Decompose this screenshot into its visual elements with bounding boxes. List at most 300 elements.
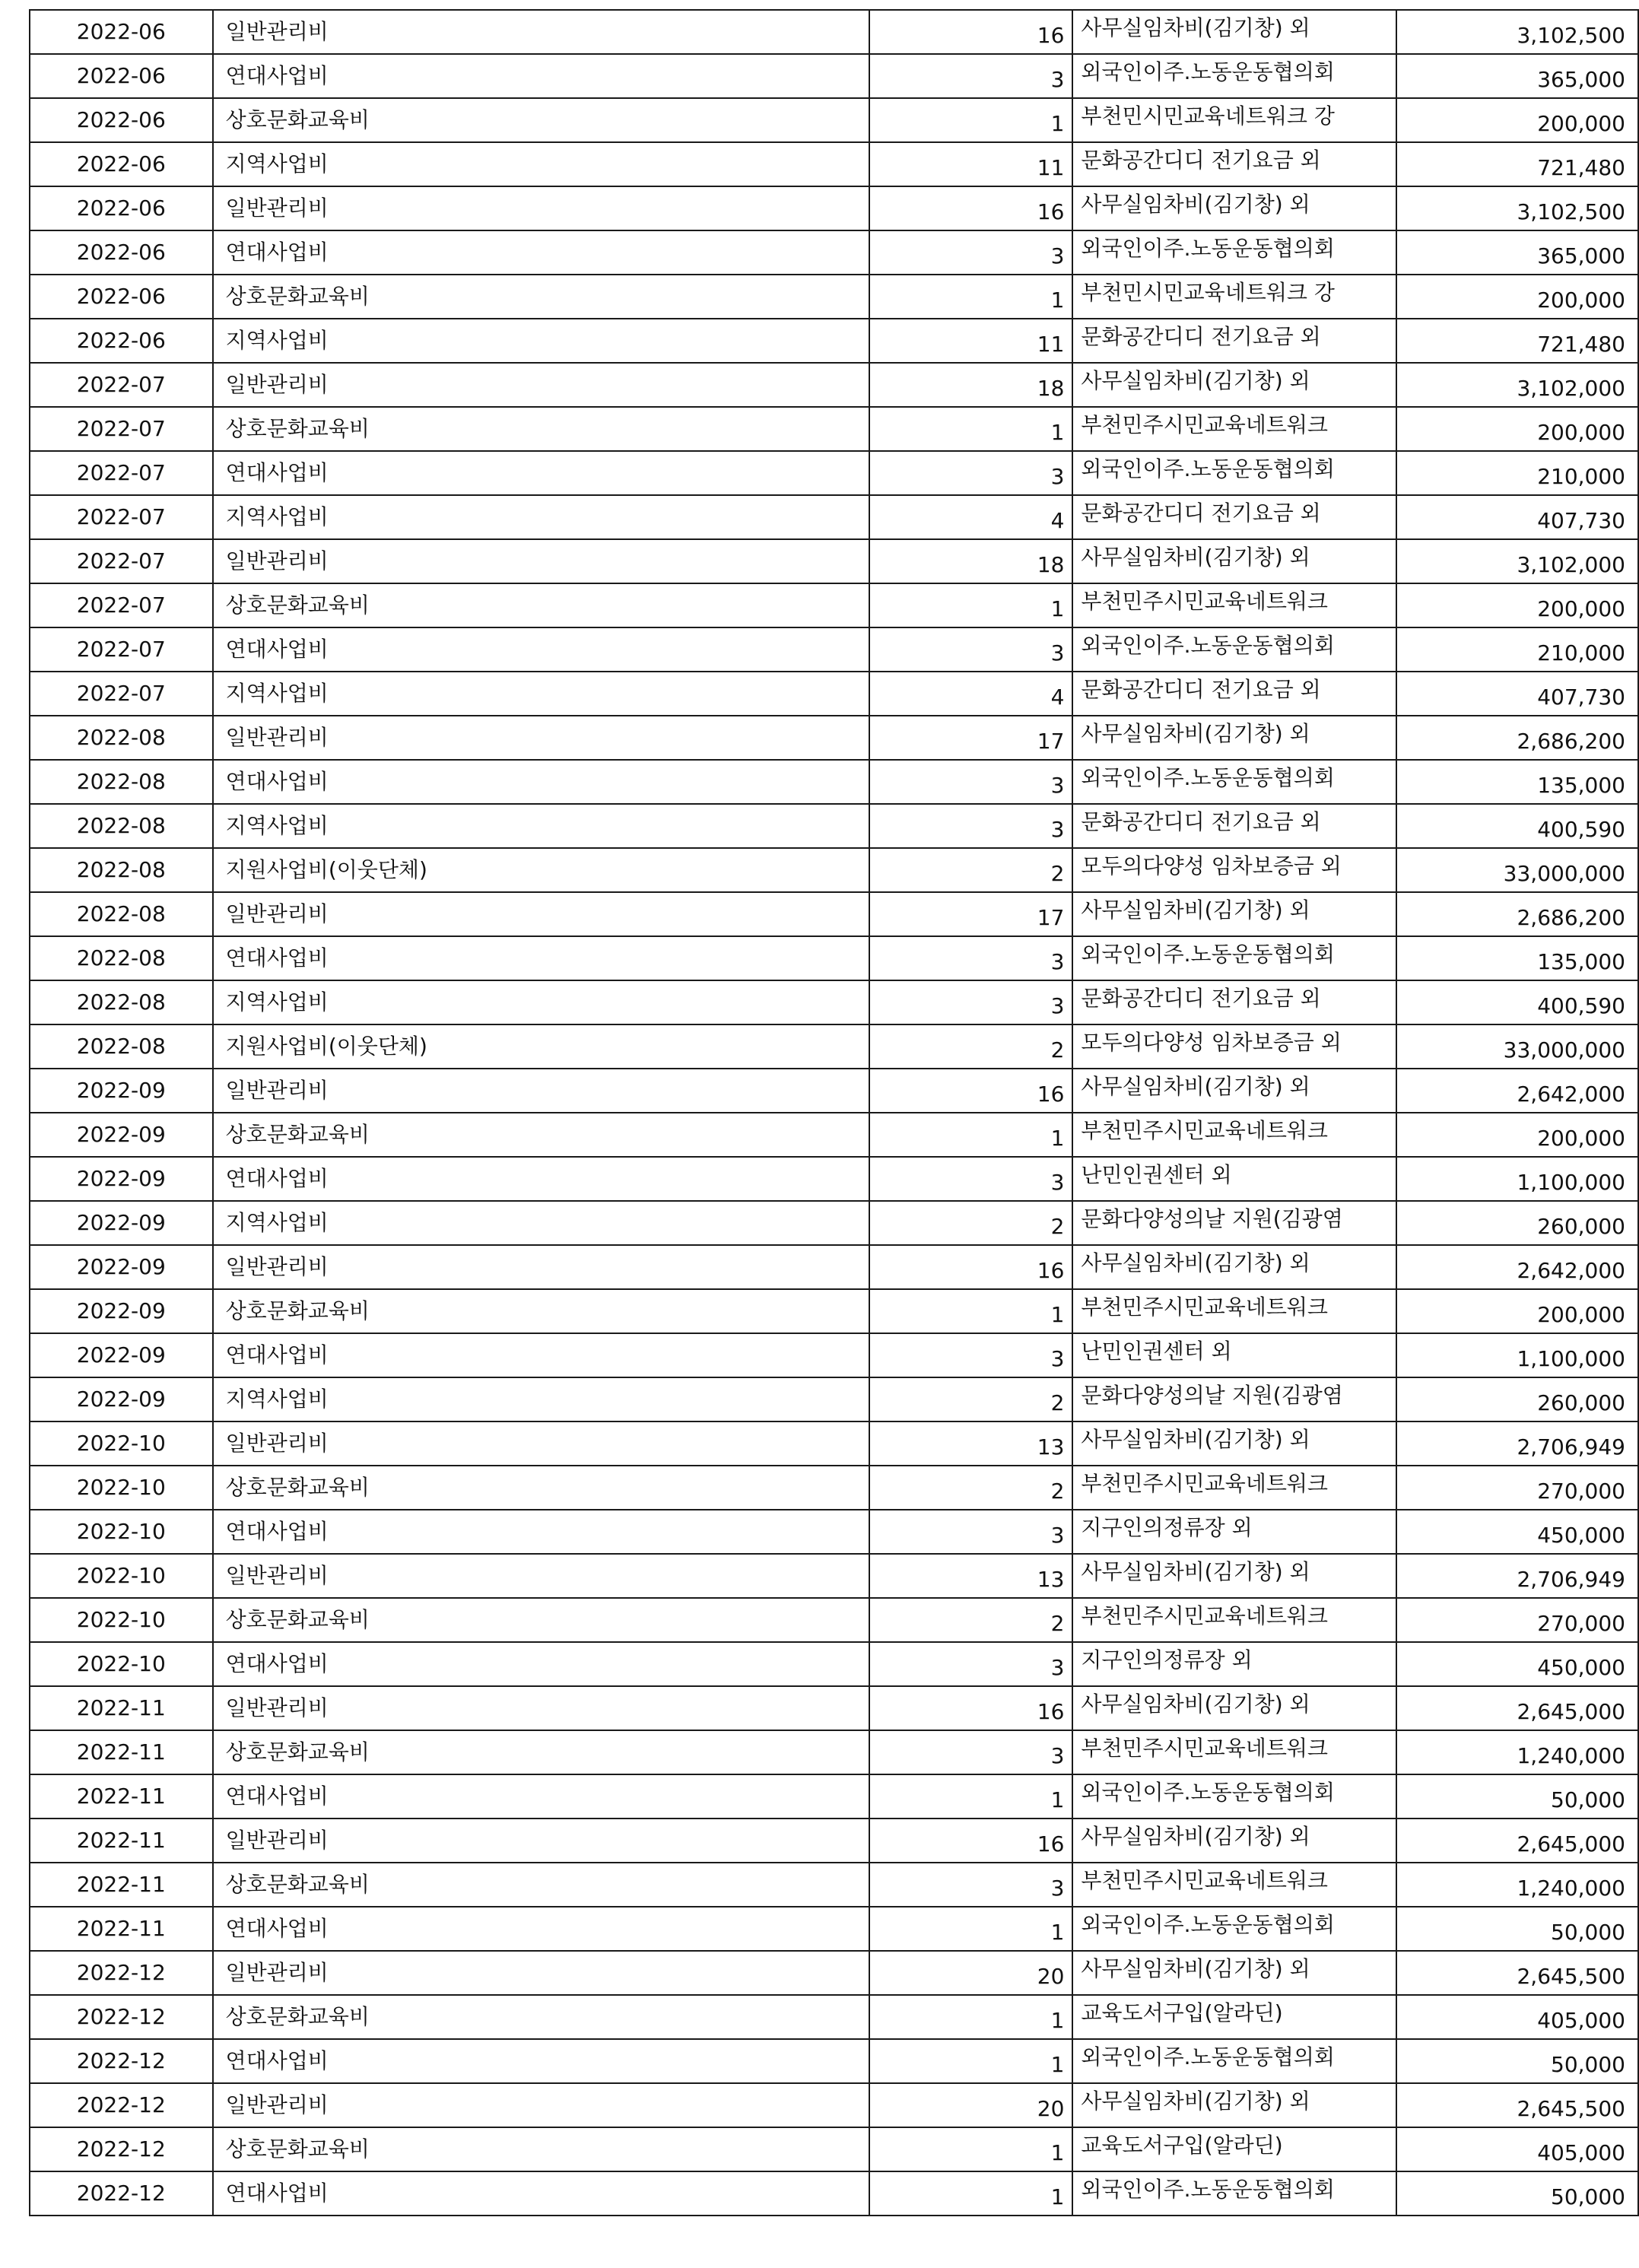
table-row [30, 627, 1638, 672]
category-cell: 일반관리비 [213, 1421, 869, 1466]
count-cell: 16 [869, 10, 1072, 54]
description-cell: 외국인이주.노동운동협의회 [1072, 2171, 1396, 2216]
count-cell: 3 [869, 760, 1072, 804]
count-cell: 1 [869, 98, 1072, 142]
count-cell: 1 [869, 1995, 1072, 2039]
table-row [30, 1421, 1638, 1466]
expense-ledger-table [29, 9, 1639, 2216]
month-cell: 2022-12 [30, 1995, 213, 2039]
category-cell: 지원사업비(이웃단체) [213, 1024, 869, 1069]
table-row [30, 2039, 1638, 2083]
month-cell: 2022-08 [30, 804, 213, 848]
table-row [30, 363, 1638, 407]
month-cell: 2022-09 [30, 1333, 213, 1377]
table-row [30, 1995, 1638, 2039]
category-cell: 일반관리비 [213, 10, 869, 54]
month-cell: 2022-10 [30, 1510, 213, 1554]
month-cell: 2022-07 [30, 495, 213, 539]
table-row [30, 1730, 1638, 1774]
table-row [30, 2171, 1638, 2216]
table-row [30, 1333, 1638, 1377]
amount-cell: 260,000 [1396, 1377, 1638, 1421]
category-cell: 일반관리비 [213, 1245, 869, 1289]
table-row [30, 1289, 1638, 1333]
amount-cell: 33,000,000 [1396, 848, 1638, 892]
table-row [30, 980, 1638, 1024]
description-cell: 지구인의정류장 외 [1072, 1642, 1396, 1686]
month-cell: 2022-11 [30, 1774, 213, 1819]
description-cell: 지구인의정류장 외 [1072, 1510, 1396, 1554]
count-cell: 3 [869, 804, 1072, 848]
month-cell: 2022-12 [30, 1951, 213, 1995]
category-cell: 연대사업비 [213, 1510, 869, 1554]
table-row [30, 2127, 1638, 2171]
table-row [30, 1510, 1638, 1554]
month-cell: 2022-11 [30, 1819, 213, 1863]
amount-cell: 135,000 [1396, 936, 1638, 980]
table-row [30, 1157, 1638, 1201]
amount-cell: 400,590 [1396, 804, 1638, 848]
count-cell: 3 [869, 230, 1072, 275]
description-cell: 사무실임차비(김기창) 외 [1072, 2083, 1396, 2127]
amount-cell: 50,000 [1396, 1907, 1638, 1951]
description-cell: 사무실임차비(김기창) 외 [1072, 10, 1396, 54]
category-cell: 연대사업비 [213, 1333, 869, 1377]
category-cell: 일반관리비 [213, 892, 869, 936]
table-row [30, 583, 1638, 627]
month-cell: 2022-08 [30, 892, 213, 936]
category-cell: 일반관리비 [213, 363, 869, 407]
month-cell: 2022-09 [30, 1377, 213, 1421]
amount-cell: 210,000 [1396, 627, 1638, 672]
month-cell: 2022-07 [30, 672, 213, 716]
category-cell: 일반관리비 [213, 1554, 869, 1598]
month-cell: 2022-10 [30, 1642, 213, 1686]
month-cell: 2022-06 [30, 10, 213, 54]
table-row [30, 275, 1638, 319]
amount-cell: 50,000 [1396, 2171, 1638, 2216]
amount-cell: 407,730 [1396, 672, 1638, 716]
count-cell: 3 [869, 1863, 1072, 1907]
count-cell: 16 [869, 1069, 1072, 1113]
description-cell: 난민인권센터 외 [1072, 1333, 1396, 1377]
category-cell: 일반관리비 [213, 1686, 869, 1730]
category-cell: 일반관리비 [213, 716, 869, 760]
month-cell: 2022-06 [30, 142, 213, 186]
table-row [30, 1024, 1638, 1069]
category-cell: 상호문화교육비 [213, 1863, 869, 1907]
month-cell: 2022-07 [30, 583, 213, 627]
count-cell: 3 [869, 1642, 1072, 1686]
count-cell: 17 [869, 892, 1072, 936]
month-cell: 2022-10 [30, 1466, 213, 1510]
table-row [30, 495, 1638, 539]
category-cell: 일반관리비 [213, 186, 869, 230]
count-cell: 2 [869, 1377, 1072, 1421]
description-cell: 사무실임차비(김기창) 외 [1072, 1245, 1396, 1289]
amount-cell: 400,590 [1396, 980, 1638, 1024]
amount-cell: 200,000 [1396, 407, 1638, 451]
amount-cell: 3,102,500 [1396, 10, 1638, 54]
amount-cell: 1,100,000 [1396, 1333, 1638, 1377]
description-cell: 문화다양성의날 지원(김광염 [1072, 1201, 1396, 1245]
table-row [30, 230, 1638, 275]
count-cell: 4 [869, 672, 1072, 716]
count-cell: 2 [869, 1466, 1072, 1510]
count-cell: 16 [869, 186, 1072, 230]
count-cell: 16 [869, 1686, 1072, 1730]
category-cell: 연대사업비 [213, 1157, 869, 1201]
count-cell: 3 [869, 980, 1072, 1024]
count-cell: 2 [869, 848, 1072, 892]
month-cell: 2022-07 [30, 451, 213, 495]
description-cell: 사무실임차비(김기창) 외 [1072, 1554, 1396, 1598]
count-cell: 1 [869, 1907, 1072, 1951]
description-cell: 사무실임차비(김기창) 외 [1072, 1951, 1396, 1995]
count-cell: 1 [869, 275, 1072, 319]
category-cell: 일반관리비 [213, 1951, 869, 1995]
amount-cell: 1,100,000 [1396, 1157, 1638, 1201]
category-cell: 지역사업비 [213, 672, 869, 716]
amount-cell: 50,000 [1396, 2039, 1638, 2083]
table-row [30, 716, 1638, 760]
category-cell: 연대사업비 [213, 451, 869, 495]
description-cell: 부천민주시민교육네트워크 [1072, 1598, 1396, 1642]
month-cell: 2022-06 [30, 54, 213, 98]
month-cell: 2022-08 [30, 1024, 213, 1069]
count-cell: 3 [869, 1730, 1072, 1774]
table-row [30, 1245, 1638, 1289]
count-cell: 1 [869, 583, 1072, 627]
category-cell: 일반관리비 [213, 1069, 869, 1113]
table-row [30, 1377, 1638, 1421]
count-cell: 11 [869, 319, 1072, 363]
table-row [30, 1466, 1638, 1510]
count-cell: 16 [869, 1245, 1072, 1289]
description-cell: 사무실임차비(김기창) 외 [1072, 1069, 1396, 1113]
description-cell: 외국인이주.노동운동협의회 [1072, 451, 1396, 495]
table-row [30, 539, 1638, 583]
category-cell: 지역사업비 [213, 980, 869, 1024]
category-cell: 상호문화교육비 [213, 1995, 869, 2039]
description-cell: 외국인이주.노동운동협의회 [1072, 936, 1396, 980]
category-cell: 연대사업비 [213, 2171, 869, 2216]
category-cell: 지역사업비 [213, 1201, 869, 1245]
table-row [30, 451, 1638, 495]
count-cell: 1 [869, 2039, 1072, 2083]
category-cell: 연대사업비 [213, 1907, 869, 1951]
description-cell: 사무실임차비(김기창) 외 [1072, 1686, 1396, 1730]
category-cell: 연대사업비 [213, 2039, 869, 2083]
description-cell: 문화공간디디 전기요금 외 [1072, 495, 1396, 539]
count-cell: 17 [869, 716, 1072, 760]
month-cell: 2022-12 [30, 2171, 213, 2216]
count-cell: 1 [869, 407, 1072, 451]
table-row [30, 319, 1638, 363]
count-cell: 3 [869, 1157, 1072, 1201]
count-cell: 1 [869, 1113, 1072, 1157]
month-cell: 2022-12 [30, 2083, 213, 2127]
count-cell: 20 [869, 2083, 1072, 2127]
table-row [30, 186, 1638, 230]
category-cell: 지역사업비 [213, 1377, 869, 1421]
category-cell: 상호문화교육비 [213, 2127, 869, 2171]
amount-cell: 260,000 [1396, 1201, 1638, 1245]
category-cell: 상호문화교육비 [213, 407, 869, 451]
description-cell: 문화다양성의날 지원(김광염 [1072, 1377, 1396, 1421]
table-row [30, 760, 1638, 804]
description-cell: 사무실임차비(김기창) 외 [1072, 716, 1396, 760]
amount-cell: 2,642,000 [1396, 1069, 1638, 1113]
description-cell: 부천민시민교육네트워크 강 [1072, 275, 1396, 319]
category-cell: 연대사업비 [213, 936, 869, 980]
table-row [30, 1907, 1638, 1951]
count-cell: 2 [869, 1024, 1072, 1069]
count-cell: 13 [869, 1421, 1072, 1466]
amount-cell: 721,480 [1396, 319, 1638, 363]
description-cell: 외국인이주.노동운동협의회 [1072, 760, 1396, 804]
count-cell: 13 [869, 1554, 1072, 1598]
count-cell: 11 [869, 142, 1072, 186]
amount-cell: 2,706,949 [1396, 1421, 1638, 1466]
count-cell: 3 [869, 1510, 1072, 1554]
count-cell: 1 [869, 1289, 1072, 1333]
count-cell: 2 [869, 1598, 1072, 1642]
month-cell: 2022-09 [30, 1201, 213, 1245]
description-cell: 사무실임차비(김기창) 외 [1072, 539, 1396, 583]
table-row [30, 892, 1638, 936]
amount-cell: 450,000 [1396, 1510, 1638, 1554]
amount-cell: 3,102,000 [1396, 363, 1638, 407]
count-cell: 3 [869, 1333, 1072, 1377]
category-cell: 상호문화교육비 [213, 1466, 869, 1510]
description-cell: 문화공간디디 전기요금 외 [1072, 804, 1396, 848]
amount-cell: 721,480 [1396, 142, 1638, 186]
month-cell: 2022-09 [30, 1157, 213, 1201]
count-cell: 3 [869, 936, 1072, 980]
count-cell: 3 [869, 54, 1072, 98]
table-row [30, 1686, 1638, 1730]
description-cell: 부천민주시민교육네트워크 [1072, 1466, 1396, 1510]
description-cell: 부천민주시민교육네트워크 [1072, 1863, 1396, 1907]
description-cell: 교육도서구입(알라딘) [1072, 2127, 1396, 2171]
amount-cell: 1,240,000 [1396, 1863, 1638, 1907]
description-cell: 부천민주시민교육네트워크 [1072, 1113, 1396, 1157]
table-row [30, 936, 1638, 980]
month-cell: 2022-06 [30, 319, 213, 363]
description-cell: 사무실임차비(김기창) 외 [1072, 892, 1396, 936]
table-row [30, 1774, 1638, 1819]
amount-cell: 3,102,000 [1396, 539, 1638, 583]
amount-cell: 2,706,949 [1396, 1554, 1638, 1598]
month-cell: 2022-10 [30, 1421, 213, 1466]
category-cell: 지역사업비 [213, 495, 869, 539]
table-row [30, 10, 1638, 54]
month-cell: 2022-10 [30, 1554, 213, 1598]
amount-cell: 3,102,500 [1396, 186, 1638, 230]
month-cell: 2022-10 [30, 1598, 213, 1642]
month-cell: 2022-08 [30, 848, 213, 892]
table-row [30, 1598, 1638, 1642]
category-cell: 연대사업비 [213, 54, 869, 98]
amount-cell: 2,645,000 [1396, 1686, 1638, 1730]
amount-cell: 450,000 [1396, 1642, 1638, 1686]
description-cell: 부천민주시민교육네트워크 [1072, 407, 1396, 451]
description-cell: 문화공간디디 전기요금 외 [1072, 672, 1396, 716]
description-cell: 사무실임차비(김기창) 외 [1072, 1819, 1396, 1863]
count-cell: 3 [869, 451, 1072, 495]
category-cell: 연대사업비 [213, 627, 869, 672]
month-cell: 2022-07 [30, 407, 213, 451]
amount-cell: 2,645,000 [1396, 1819, 1638, 1863]
category-cell: 일반관리비 [213, 1819, 869, 1863]
table-row [30, 2083, 1638, 2127]
description-cell: 사무실임차비(김기창) 외 [1072, 363, 1396, 407]
amount-cell: 2,645,500 [1396, 1951, 1638, 1995]
description-cell: 사무실임차비(김기창) 외 [1072, 1421, 1396, 1466]
amount-cell: 270,000 [1396, 1598, 1638, 1642]
description-cell: 부천민주시민교육네트워크 [1072, 1289, 1396, 1333]
description-cell: 모두의다양성 임차보증금 외 [1072, 1024, 1396, 1069]
amount-cell: 200,000 [1396, 1289, 1638, 1333]
description-cell: 문화공간디디 전기요금 외 [1072, 142, 1396, 186]
category-cell: 일반관리비 [213, 2083, 869, 2127]
amount-cell: 270,000 [1396, 1466, 1638, 1510]
expense-ledger-body [30, 10, 1638, 2216]
table-row [30, 672, 1638, 716]
description-cell: 교육도서구입(알라딘) [1072, 1995, 1396, 2039]
month-cell: 2022-09 [30, 1069, 213, 1113]
description-cell: 부천민주시민교육네트워크 [1072, 1730, 1396, 1774]
table-row [30, 1642, 1638, 1686]
count-cell: 16 [869, 1819, 1072, 1863]
count-cell: 18 [869, 363, 1072, 407]
count-cell: 1 [869, 1774, 1072, 1819]
category-cell: 상호문화교육비 [213, 1730, 869, 1774]
amount-cell: 200,000 [1396, 275, 1638, 319]
amount-cell: 365,000 [1396, 230, 1638, 275]
month-cell: 2022-06 [30, 230, 213, 275]
category-cell: 연대사업비 [213, 1642, 869, 1686]
month-cell: 2022-08 [30, 936, 213, 980]
amount-cell: 365,000 [1396, 54, 1638, 98]
month-cell: 2022-06 [30, 275, 213, 319]
category-cell: 상호문화교육비 [213, 275, 869, 319]
month-cell: 2022-06 [30, 186, 213, 230]
category-cell: 지역사업비 [213, 142, 869, 186]
table-row [30, 804, 1638, 848]
amount-cell: 405,000 [1396, 1995, 1638, 2039]
category-cell: 상호문화교육비 [213, 1113, 869, 1157]
month-cell: 2022-11 [30, 1686, 213, 1730]
month-cell: 2022-07 [30, 363, 213, 407]
amount-cell: 2,686,200 [1396, 892, 1638, 936]
amount-cell: 2,645,500 [1396, 2083, 1638, 2127]
month-cell: 2022-12 [30, 2039, 213, 2083]
table-row [30, 1069, 1638, 1113]
description-cell: 외국인이주.노동운동협의회 [1072, 230, 1396, 275]
amount-cell: 407,730 [1396, 495, 1638, 539]
description-cell: 외국인이주.노동운동협의회 [1072, 1774, 1396, 1819]
table-row [30, 1113, 1638, 1157]
month-cell: 2022-08 [30, 716, 213, 760]
amount-cell: 405,000 [1396, 2127, 1638, 2171]
amount-cell: 33,000,000 [1396, 1024, 1638, 1069]
month-cell: 2022-12 [30, 2127, 213, 2171]
description-cell: 외국인이주.노동운동협의회 [1072, 2039, 1396, 2083]
category-cell: 상호문화교육비 [213, 1598, 869, 1642]
month-cell: 2022-11 [30, 1863, 213, 1907]
amount-cell: 200,000 [1396, 583, 1638, 627]
amount-cell: 1,240,000 [1396, 1730, 1638, 1774]
count-cell: 2 [869, 1201, 1072, 1245]
table-row [30, 848, 1638, 892]
amount-cell: 50,000 [1396, 1774, 1638, 1819]
amount-cell: 200,000 [1396, 98, 1638, 142]
table-row [30, 1951, 1638, 1995]
description-cell: 외국인이주.노동운동협의회 [1072, 1907, 1396, 1951]
category-cell: 지역사업비 [213, 804, 869, 848]
month-cell: 2022-09 [30, 1113, 213, 1157]
table-row [30, 142, 1638, 186]
category-cell: 연대사업비 [213, 230, 869, 275]
count-cell: 4 [869, 495, 1072, 539]
table-row [30, 1863, 1638, 1907]
amount-cell: 200,000 [1396, 1113, 1638, 1157]
description-cell: 모두의다양성 임차보증금 외 [1072, 848, 1396, 892]
table-row [30, 98, 1638, 142]
category-cell: 상호문화교육비 [213, 98, 869, 142]
month-cell: 2022-08 [30, 980, 213, 1024]
month-cell: 2022-09 [30, 1245, 213, 1289]
table-row [30, 1819, 1638, 1863]
month-cell: 2022-11 [30, 1907, 213, 1951]
description-cell: 사무실임차비(김기창) 외 [1072, 186, 1396, 230]
amount-cell: 2,642,000 [1396, 1245, 1638, 1289]
category-cell: 지역사업비 [213, 319, 869, 363]
category-cell: 지원사업비(이웃단체) [213, 848, 869, 892]
description-cell: 외국인이주.노동운동협의회 [1072, 627, 1396, 672]
description-cell: 문화공간디디 전기요금 외 [1072, 319, 1396, 363]
table-row [30, 1201, 1638, 1245]
category-cell: 연대사업비 [213, 1774, 869, 1819]
category-cell: 상호문화교육비 [213, 1289, 869, 1333]
description-cell: 부천민시민교육네트워크 강 [1072, 98, 1396, 142]
description-cell: 부천민주시민교육네트워크 [1072, 583, 1396, 627]
amount-cell: 210,000 [1396, 451, 1638, 495]
amount-cell: 2,686,200 [1396, 716, 1638, 760]
amount-cell: 135,000 [1396, 760, 1638, 804]
table-row [30, 1554, 1638, 1598]
count-cell: 1 [869, 2127, 1072, 2171]
description-cell: 외국인이주.노동운동협의회 [1072, 54, 1396, 98]
month-cell: 2022-06 [30, 98, 213, 142]
category-cell: 연대사업비 [213, 760, 869, 804]
month-cell: 2022-07 [30, 539, 213, 583]
month-cell: 2022-07 [30, 627, 213, 672]
description-cell: 난민인권센터 외 [1072, 1157, 1396, 1201]
count-cell: 18 [869, 539, 1072, 583]
count-cell: 20 [869, 1951, 1072, 1995]
description-cell: 문화공간디디 전기요금 외 [1072, 980, 1396, 1024]
table-row [30, 407, 1638, 451]
category-cell: 상호문화교육비 [213, 583, 869, 627]
month-cell: 2022-08 [30, 760, 213, 804]
count-cell: 1 [869, 2171, 1072, 2216]
month-cell: 2022-09 [30, 1289, 213, 1333]
count-cell: 3 [869, 627, 1072, 672]
category-cell: 일반관리비 [213, 539, 869, 583]
